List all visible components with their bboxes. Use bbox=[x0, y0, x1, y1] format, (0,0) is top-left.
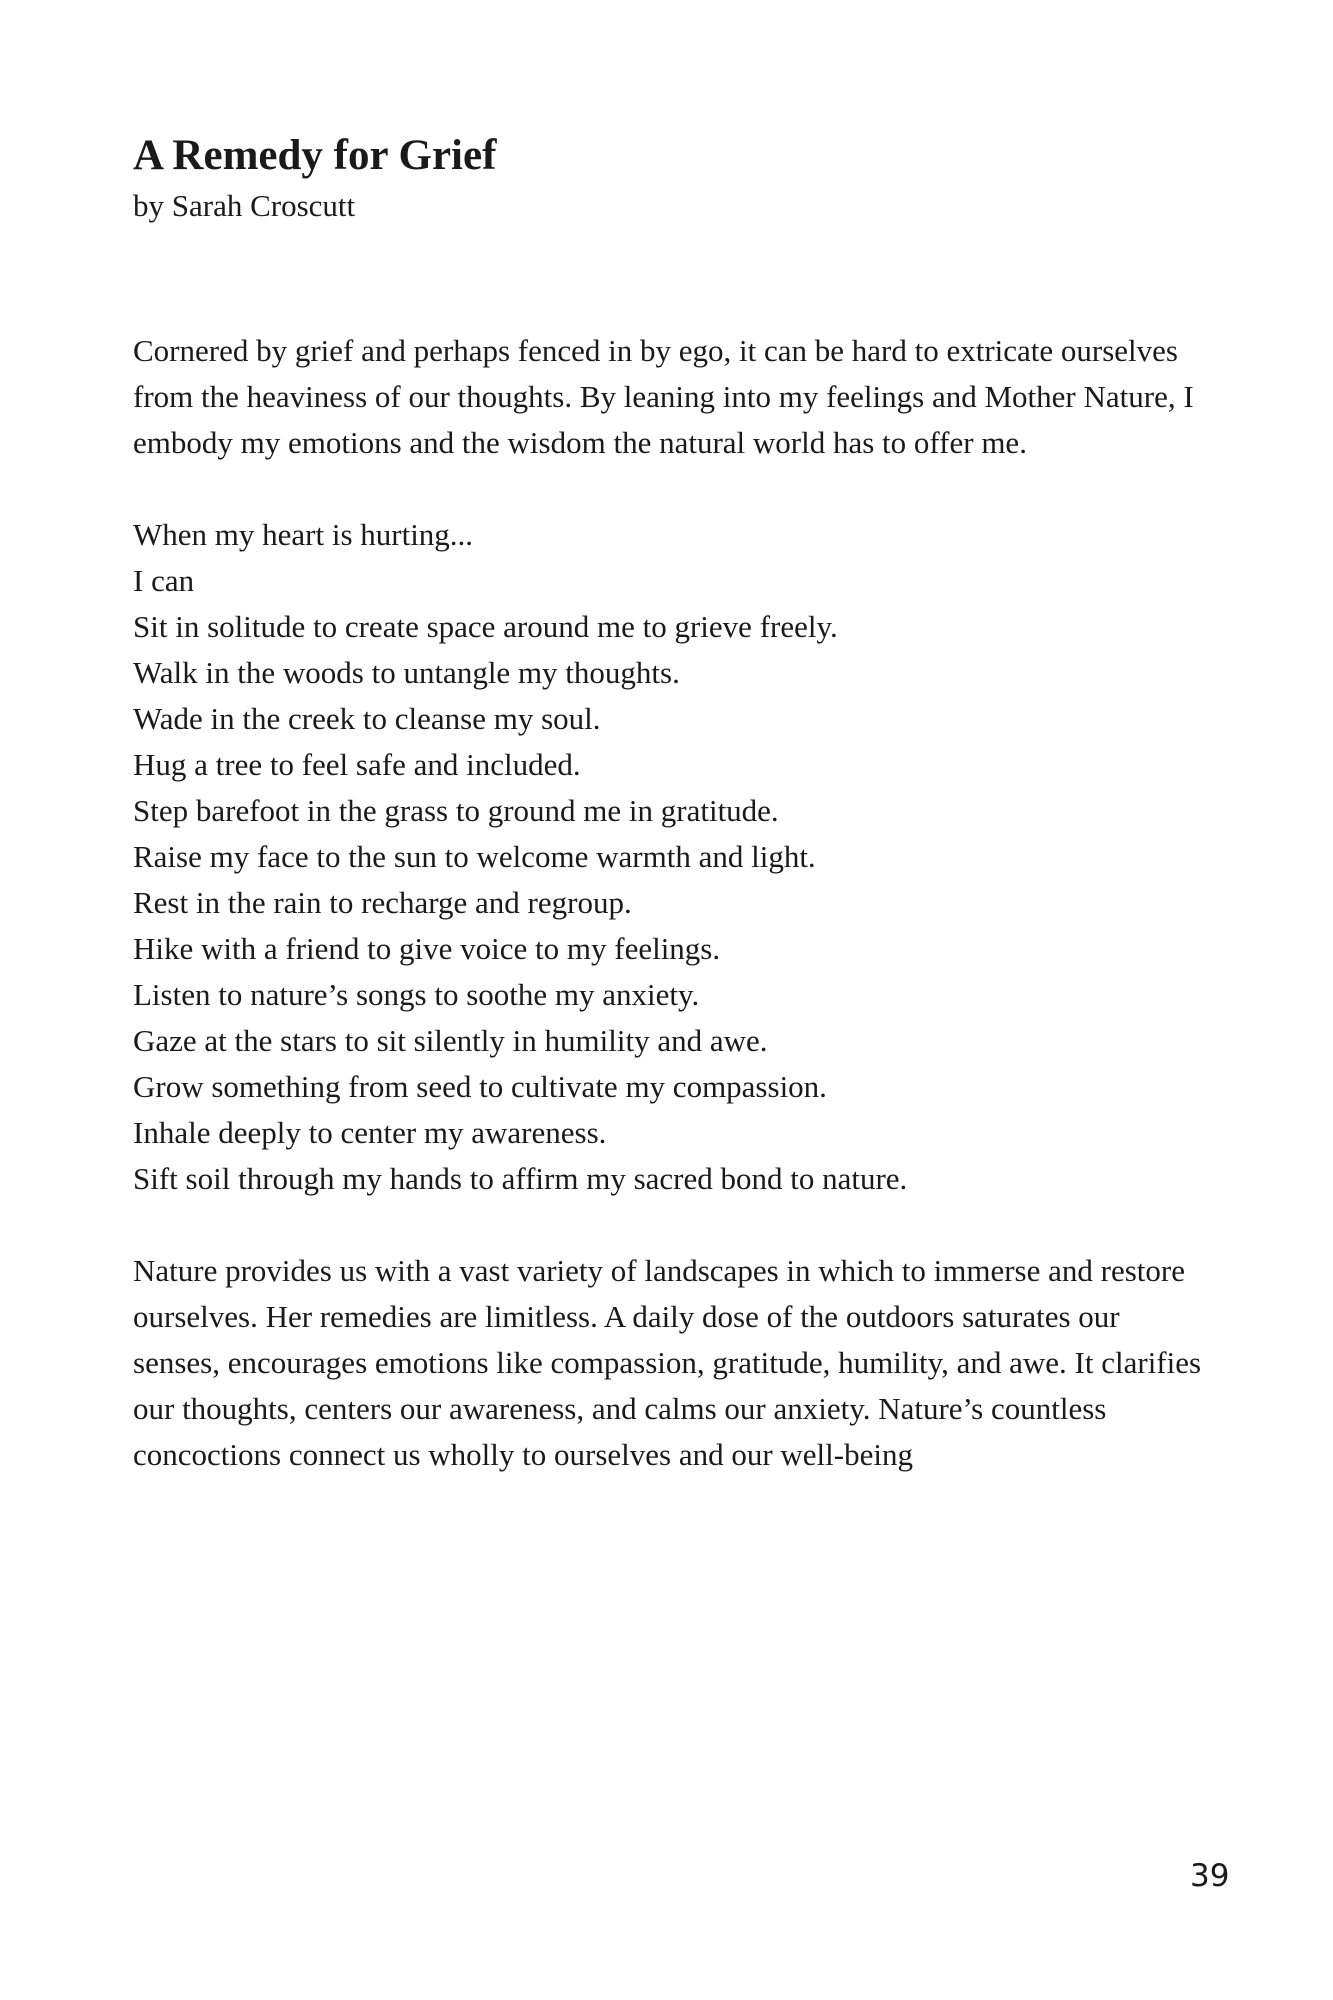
author-byline: by Sarah Croscutt bbox=[133, 188, 356, 223]
poem-line: Walk in the woods to untangle my thoughts. bbox=[133, 655, 680, 690]
poem-line: Sift soil through my hands to affirm my sacred bond to nature. bbox=[133, 1161, 908, 1196]
poem-line: Listen to nature’s songs to soothe my anxiety. bbox=[133, 977, 700, 1012]
poem-line: Inhale deeply to center my awareness. bbox=[133, 1115, 607, 1150]
poem-line: Sit in solitude to create space around me to grieve freely. bbox=[133, 609, 838, 644]
poem-line: Rest in the rain to recharge and regroup. bbox=[133, 885, 632, 920]
page-title: A Remedy for Grief bbox=[133, 132, 497, 179]
poem-block bbox=[133, 512, 1213, 1202]
intro-paragraph: Cornered by grief and perhaps fenced in by ego, it can be hard to extricate ourselves from the heaviness of our thoughts. By leaning into my feelings and Mother Nature, I embody my emotions and the wisdom the natural world has to offer me. bbox=[133, 333, 1194, 460]
poem-line: Hike with a friend to give voice to my feelings. bbox=[133, 931, 721, 966]
poem-line: Gaze at the stars to sit silently in humility and awe. bbox=[133, 1023, 768, 1058]
poem-line: Hug a tree to feel safe and included. bbox=[133, 747, 581, 782]
poem-line: Wade in the creek to cleanse my soul. bbox=[133, 701, 601, 736]
document-page bbox=[133, 128, 1213, 1478]
closing-paragraph: Nature provides us with a vast variety of landscapes in which to immerse and restore ourselves. Her remedies are limitless. A daily dose of the outdoors saturates our senses, encourages emotions like compassion, gratitude, humility, and awe. It clarifies our thoughts, centers our awareness, and calms our anxiety. Nature’s countless concoctions connect us wholly to ourselves and our well-being bbox=[133, 1253, 1202, 1472]
poem-line: Step barefoot in the grass to ground me in gratitude. bbox=[133, 793, 779, 828]
poem-line: When my heart is hurting... bbox=[133, 517, 474, 552]
poem-line: Grow something from seed to cultivate my compassion. bbox=[133, 1069, 827, 1104]
poem-line: I can bbox=[133, 563, 195, 598]
poem-line: Raise my face to the sun to welcome warmth and light. bbox=[133, 839, 816, 874]
page-number: 39 bbox=[1190, 1858, 1230, 1894]
